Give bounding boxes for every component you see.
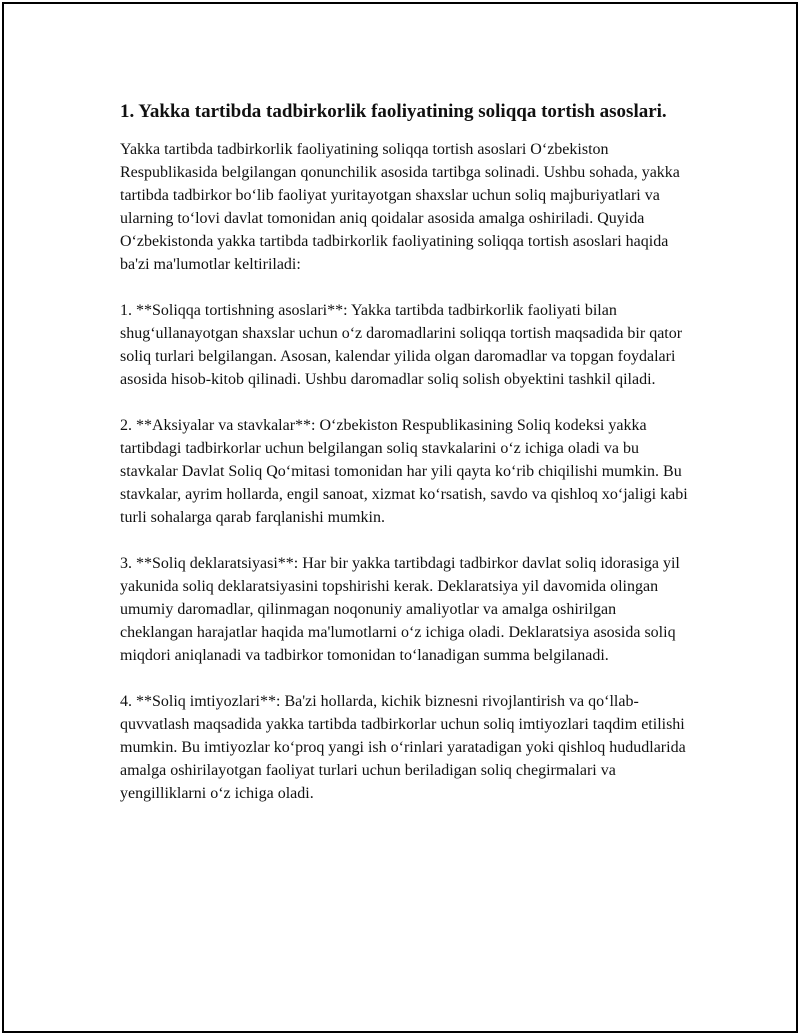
document-title: 1. Yakka tartibda tadbirkorlik faoliyatining soliqqa tortish asoslari. (120, 101, 667, 122)
page-frame (2, 2, 798, 1033)
paragraph-declaration: 3. **Soliq deklaratsiyasi**: Har bir yakka tartibdagi tadbirkor davlat soliq idorasiga yil yakunida soliq deklaratsiyasini topshirishi kerak. Deklaratsiya yil davomida olingan umumiy daromadlar, qilinmagan noqonuniy amaliyotlar va amalga oshirilgan cheklangan harajatlar haqida ma'lumotlarni o‘z ichiga oladi. Deklaratsiya asosida soliq miqdori aniqlanadi va tadbirkor tomonidan to‘lanadigan summa belgilanadi. (120, 555, 680, 664)
document-body (120, 98, 690, 828)
paragraph-benefits: 4. **Soliq imtiyozlari**: Ba'zi hollarda, kichik biznesni rivojlantirish va qo‘llab-quvvatlash maqsadida yakka tartibda tadbirkorlar uchun soliq imtiyozlari taqdim etilishi mumkin. Bu imtiyozlar ko‘proq yangi ish o‘rinlari yaratadigan yoki qishloq hududlarida amalga oshirilayotgan faoliyat turlari uchun beriladigan soliq chegirmalari va yengilliklarni o‘z ichiga oladi. (120, 693, 686, 802)
paragraph-taxation-basis: 1. **Soliqqa tortishning asoslari**: Yakka tartibda tadbirkorlik faoliyati bilan shug‘ullanayotgan shaxslar uchun o‘z daromadlarini soliqqa tortish maqsadida bir qator soliq turlari belgilangan. Asosan, kalendar yilida olgan daromadlar va topgan foydalari asosida hisob-kitob qilinadi. Ushbu daromadlar soliq solish obyektini tashkil qiladi. (120, 302, 683, 388)
paragraph-rates: 2. **Aksiyalar va stavkalar**: O‘zbekiston Respublikasining Soliq kodeksi yakka tartibdagi tadbirkorlar uchun belgilangan soliq stavkalarini o‘z ichiga oladi va bu stavkalar Davlat Soliq Qo‘mitasi tomonidan har yili qayta ko‘rib chiqilishi mumkin. Bu stavkalar, ayrim hollarda, engil sanoat, xizmat ko‘rsatish, savdo va qishloq xo‘jaligi kabi turli sohalarga qarab farqlanishi mumkin. (120, 417, 688, 526)
intro-paragraph: Yakka tartibda tadbirkorlik faoliyatining soliqqa tortish asoslari O‘zbekiston Respublikasida belgilangan qonunchilik asosida tartibga solinadi. Ushbu sohada, yakka tartibda tadbirkor bo‘lib faoliyat yuritayotgan shaxslar uchun soliq majburiyatlari va ularning to‘lovi davlat tomonidan aniq qoidalar asosida amalga oshiriladi. Quyida O‘zbekistonda yakka tartibda tadbirkorlik faoliyatining soliqqa tortish asoslari haqida ba'zi ma'lumotlar keltiriladi: (120, 141, 680, 273)
